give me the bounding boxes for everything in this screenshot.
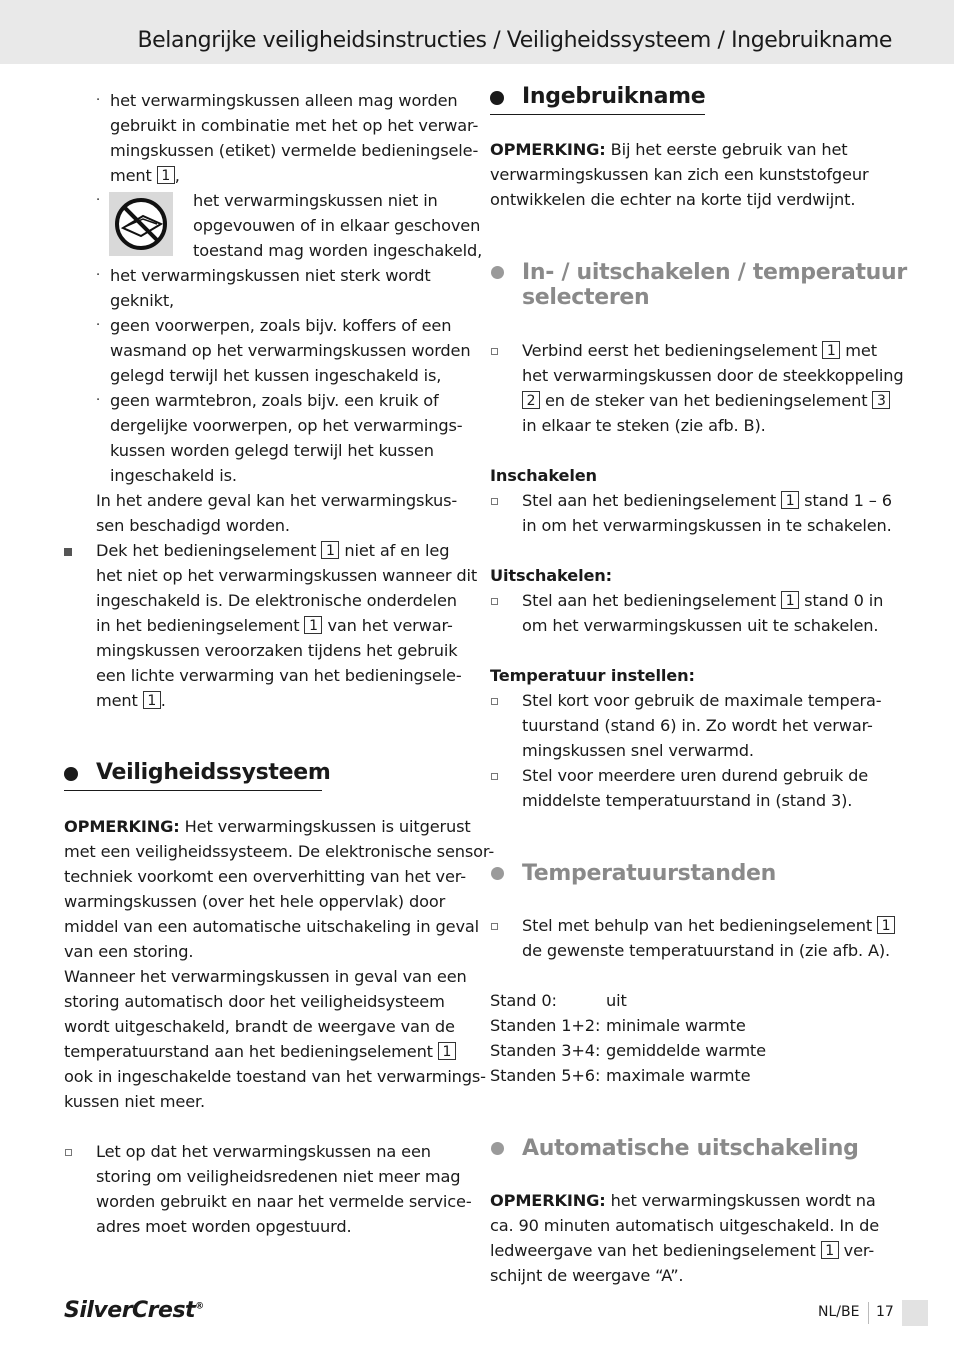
no-folding-icon bbox=[109, 192, 173, 256]
subheading-inschakelen: Inschakelen bbox=[490, 466, 597, 485]
text-line: geen voorwerpen, zoals bijv. koffers of een bbox=[110, 316, 452, 335]
subheading-uitschakelen: Uitschakelen: bbox=[490, 566, 612, 585]
ref-box: 3 bbox=[872, 391, 890, 409]
text-line: In het andere geval kan het verwarmingskus- bbox=[96, 491, 458, 510]
subheading-temperatuur: Temperatuur instellen: bbox=[490, 666, 695, 685]
list-dot: · bbox=[96, 93, 101, 108]
text-line: met een veiligheidssysteem. De elektronische sensor- bbox=[64, 842, 495, 861]
language-code: NL/BE bbox=[818, 1304, 860, 1320]
heading-bullet bbox=[490, 91, 504, 105]
ref-box: 1 bbox=[877, 916, 895, 934]
open-square-bullet bbox=[491, 773, 498, 780]
text-line: Stel aan het bedieningselement 1 stand 1 – 6 bbox=[522, 491, 892, 510]
text-line: Stel kort voor gebruik de maximale tempera- bbox=[522, 691, 882, 710]
section-heading-inuitschakelen-line2: selecteren bbox=[522, 285, 650, 310]
ref-box: 1 bbox=[822, 341, 840, 359]
text-line: ca. 90 minuten automatisch uitgeschakeld. In de bbox=[490, 1216, 880, 1235]
text-line: schijnt de weergave “A”. bbox=[490, 1266, 684, 1285]
text-line: ment 1 , bbox=[110, 166, 180, 185]
heading-bullet bbox=[491, 867, 504, 880]
table-cell: Stand 0: bbox=[490, 991, 557, 1010]
section-heading-temperatuurstanden: Temperatuurstanden bbox=[522, 861, 777, 886]
text-line: temperatuurstand aan het bedieningselement 1 bbox=[64, 1039, 456, 1064]
text-line: wordt uitgeschakeld, brandt de weergave van de bbox=[64, 1017, 455, 1036]
ref-box: 1 bbox=[157, 166, 175, 184]
ref-box: 1 bbox=[438, 1042, 456, 1060]
heading-bullet bbox=[491, 1142, 504, 1155]
ref-box: 1 bbox=[304, 616, 322, 634]
text-line: OPMERKING: Bij het eerste gebruik van het bbox=[490, 140, 848, 159]
section-heading-inuitschakelen: In- / uitschakelen / temperatuur bbox=[522, 260, 907, 285]
heading-underline bbox=[64, 790, 322, 791]
ref-box: 1 bbox=[143, 691, 161, 709]
text-line: kussen niet meer. bbox=[64, 1092, 206, 1111]
footer-tab bbox=[902, 1300, 928, 1326]
open-square-bullet bbox=[491, 598, 498, 605]
text-line: om het verwarmingskussen uit te schakelen. bbox=[522, 616, 879, 635]
heading-underline bbox=[490, 114, 705, 115]
text-line: in om het verwarmingskussen in te schakelen. bbox=[522, 516, 892, 535]
text-line: mingskussen (etiket) vermelde bedieningsele- bbox=[110, 141, 479, 160]
square-bullet bbox=[64, 548, 72, 556]
text-line: het verwarmingskussen alleen mag worden bbox=[110, 91, 458, 110]
brand-logo: SilverCrest® bbox=[64, 1298, 204, 1323]
heading-bullet bbox=[64, 767, 78, 781]
text-line: ontwikkelen die echter na korte tijd verdwijnt. bbox=[490, 190, 856, 209]
page-title: Belangrijke veiligheidsinstructies / Veiligheidssysteem / Ingebruikname bbox=[137, 28, 892, 53]
text-line: Stel aan het bedieningselement 1 stand 0 in bbox=[522, 591, 884, 610]
section-heading-automatische-uitschakeling: Automatische uitschakeling bbox=[522, 1136, 859, 1161]
list-dot: · bbox=[96, 318, 101, 333]
text-line: 2 en de steker van het bedieningselement 3 bbox=[522, 388, 890, 413]
text-line: storing automatisch door het veiligheidsysteem bbox=[64, 992, 445, 1011]
text-line: het niet op het verwarmingskussen wanneer dit bbox=[96, 566, 478, 585]
section-heading-ingebruikname: Ingebruikname bbox=[522, 84, 706, 109]
text-line: middelste temperatuurstand in (stand 3). bbox=[522, 791, 853, 810]
ref-box: 2 bbox=[522, 391, 540, 409]
text-line: in elkaar te steken (zie afb. B). bbox=[522, 416, 766, 435]
text-line: geknikt, bbox=[110, 291, 175, 310]
text-line: opgevouwen of in elkaar geschoven bbox=[193, 216, 481, 235]
page-number: 17 bbox=[876, 1304, 894, 1320]
text-line: gelegd terwijl het kussen ingeschakeld is, bbox=[110, 366, 442, 385]
text-line: Dek het bedieningselement 1 niet af en leg bbox=[96, 541, 450, 560]
text-line: verwarmingskussen kan zich een kunststofgeur bbox=[490, 165, 869, 184]
text-line: OPMERKING: het verwarmingskussen wordt na bbox=[490, 1191, 876, 1210]
text-line: adres moet worden opgestuurd. bbox=[96, 1217, 352, 1236]
open-square-bullet bbox=[491, 923, 498, 930]
text-line: Wanneer het verwarmingskussen in geval van een bbox=[64, 967, 467, 986]
table-cell: Standen 3+4: bbox=[490, 1041, 601, 1060]
ref-box: 1 bbox=[321, 541, 339, 559]
open-square-bullet bbox=[491, 498, 498, 505]
open-square-bullet bbox=[491, 348, 498, 355]
text-line: toestand mag worden ingeschakeld, bbox=[193, 241, 483, 260]
heading-bullet bbox=[491, 266, 504, 279]
table-cell: maximale warmte bbox=[606, 1066, 751, 1085]
text-line: warmingskussen (over het hele oppervlak) door bbox=[64, 892, 446, 911]
list-dot: · bbox=[96, 393, 101, 408]
text-line: kussen worden gelegd terwijl het kussen bbox=[110, 441, 434, 460]
text-line: in het bedieningselement 1 van het verwar- bbox=[96, 616, 453, 635]
table-cell: Standen 5+6: bbox=[490, 1066, 601, 1085]
ref-box: 1 bbox=[821, 1241, 839, 1259]
ref-box: 1 bbox=[781, 591, 799, 609]
page-header bbox=[0, 0, 954, 64]
list-dot: · bbox=[96, 268, 101, 283]
text-line: het verwarmingskussen door de steekkoppeling bbox=[522, 366, 904, 385]
text-line: worden gebruikt en naar het vermelde service- bbox=[96, 1192, 472, 1211]
text-line: ledweergave van het bedieningselement 1 ver- bbox=[490, 1241, 875, 1260]
text-line: een lichte verwarming van het bedieningsele- bbox=[96, 666, 462, 685]
table-cell: uit bbox=[606, 991, 627, 1010]
section-heading-veiligheidssysteem: Veiligheidssysteem bbox=[96, 760, 331, 785]
text-line: het verwarmingskussen niet sterk wordt bbox=[110, 266, 431, 285]
table-cell: gemiddelde warmte bbox=[606, 1041, 766, 1060]
table-cell: minimale warmte bbox=[606, 1016, 746, 1035]
ref-box: 1 bbox=[781, 491, 799, 509]
text-line: sen beschadigd worden. bbox=[96, 516, 290, 535]
text-line: middel van een automatische uitschakeling in geval bbox=[64, 917, 479, 936]
open-square-bullet bbox=[65, 1149, 72, 1156]
text-line: Let op dat het verwarmingskussen na een bbox=[96, 1142, 431, 1161]
text-line: gebruikt in combinatie met het op het verwar- bbox=[110, 116, 479, 135]
text-line: tuurstand (stand 6) in. Zo wordt het verwar- bbox=[522, 716, 873, 735]
text-line: mingskussen veroorzaken tijdens het gebruik bbox=[96, 641, 458, 660]
text-line: ingeschakeld is. De elektronische onderdelen bbox=[96, 591, 457, 610]
text-line: ment 1 . bbox=[96, 691, 166, 710]
text-line: Verbind eerst het bedieningselement 1 met bbox=[522, 341, 877, 360]
text-line: het verwarmingskussen niet in bbox=[193, 191, 438, 210]
open-square-bullet bbox=[491, 698, 498, 705]
text-line: mingskussen snel verwarmd. bbox=[522, 741, 754, 760]
text-line: storing om veiligheidsredenen niet meer mag bbox=[96, 1167, 461, 1186]
text-line: geen warmtebron, zoals bijv. een kruik of bbox=[110, 391, 439, 410]
text-line: de gewenste temperatuurstand in (zie afb. A). bbox=[522, 941, 891, 960]
table-cell: Standen 1+2: bbox=[490, 1016, 601, 1035]
text-line: wasmand op het verwarmingskussen worden bbox=[110, 341, 471, 360]
text-line: ook in ingeschakelde toestand van het verwarmings- bbox=[64, 1067, 486, 1086]
text-line: van een storing. bbox=[64, 942, 194, 961]
text-line: OPMERKING: Het verwarmingskussen is uitgerust bbox=[64, 817, 471, 836]
text-line: dergelijke voorwerpen, op het verwarmings- bbox=[110, 416, 463, 435]
footer-divider bbox=[868, 1302, 869, 1324]
text-line: techniek voorkomt een oververhitting van het ver- bbox=[64, 867, 466, 886]
text-line: ingeschakeld is. bbox=[110, 466, 237, 485]
text-line: Stel voor meerdere uren durend gebruik de bbox=[522, 766, 869, 785]
text-line: Stel met behulp van het bedieningselement 1 bbox=[522, 913, 895, 938]
list-dot: · bbox=[96, 193, 101, 208]
